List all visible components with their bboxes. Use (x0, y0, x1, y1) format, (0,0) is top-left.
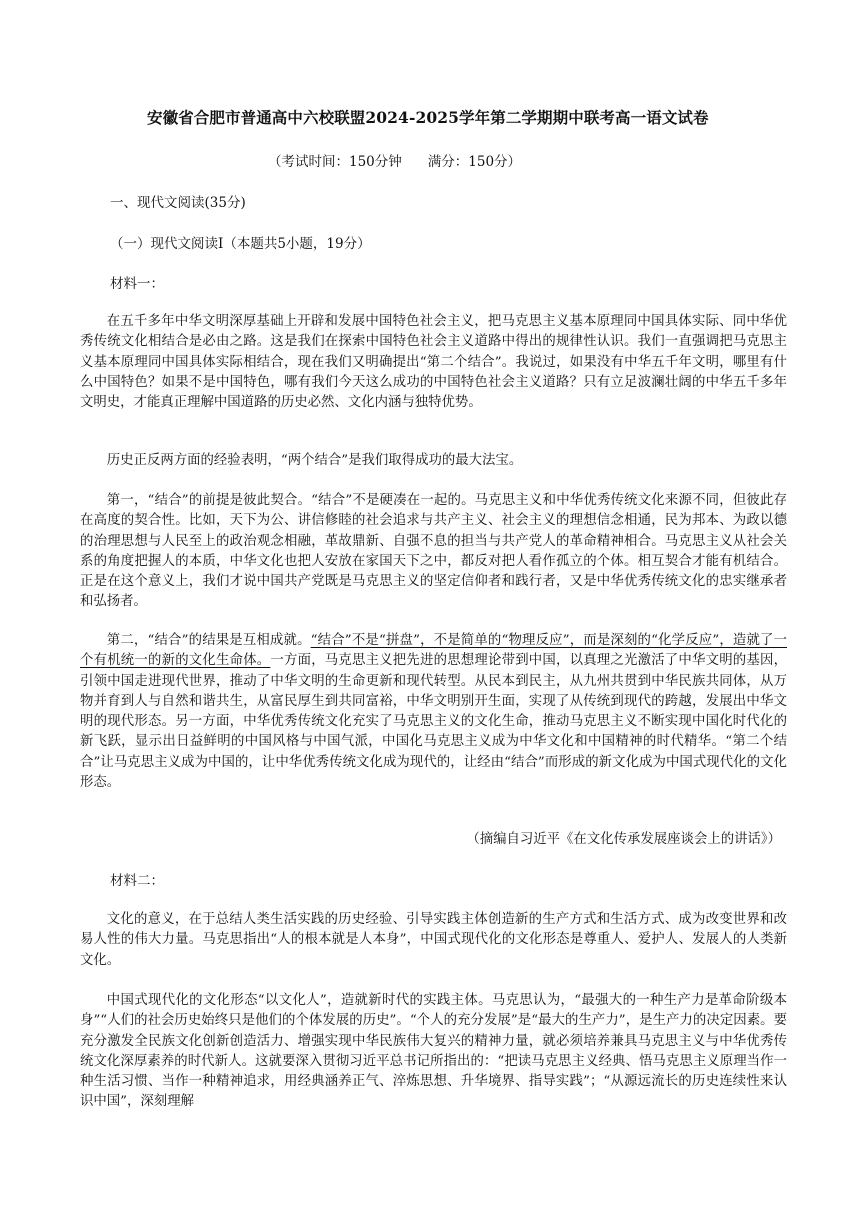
paragraph-4-rest: 一方面，马克思主义把先进的思想理论带到中国，以真理之光激活了中华文明的基因，引领中国走进现代世界，推动了中华文明的生命更新和现代转型。从民本到民主，从九州共贯到中华民族共同体，从万物并育到人与自然和谐共生，从富民厚生到共同富裕，中华文明别开生面，实现了从传统到现代的跨越，发展出中华文明的现代形态。另一方面，中华优秀传统文化充实了马克思主义的文化生命，推动马克思主义不断实现中国化时代化的新飞跃，显示出日益鲜明的中国风格与中国气派，中国化马克思主义成为中华文化和中国精神的时代精华。“第二个结合”让马克思主义成为中国的，让中华优秀传统文化成为现代的，让经由“结合”而形成的新文化成为中国式现代化的文化形态。 (80, 653, 788, 791)
material-1-paragraph-1: 在五千多年中华文明深厚基础上开辟和发展中国特色社会主义，把马克思主义基本原理同中国具体实际、同中华优秀传统文化相结合是必由之路。这是我们在探索中国特色社会主义道路中得出的规律性认识。我们一直强调把马克思主义基本原理同中国具体实际相结合，现在我们又明确提出“第二个结合”。我说过，如果没有中华五千年文明，哪里有什么中国特色？如果不是中国特色，哪有我们今天这么成功的中国特色社会主义道路？只有立足波澜壮阔的中华五千多年文明史，才能真正理解中国道路的历史必然、文化内涵与独特优势。 (80, 314, 787, 411)
exam-title: 安徽省合肥市普通高中六校联盟2024-2025学年第二学期期中联考高一语文试卷 (147, 108, 709, 127)
exam-meta (268, 150, 521, 170)
material-2-paragraph-2: 中国式现代化的文化形态“以文化人”，造就新时代的实践主体。马克思认为，“最强大的一种生产力是革命阶级本身”“人们的社会历史始终只是他们的个体发展的历史”。“个人的充分发展”是“最大的生产力”，是生产力的决定因素。要充分激发全民族文化创新创造活力、增强实现中华民族伟大复兴的精神力量，就必须培养兼具马克思主义与中华优秀传统文化深厚素养的时代新人。这就要深入贯彻习近平总书记所指出的：“把读马克思主义经典、悟马克思主义原理当作一种生活习惯、当作一种精神追求，用经典涵养正气、淬炼思想、升华境界、指导实践”；“从源远流长的历史连续性来认识中国”，深刻理解 (80, 993, 787, 1110)
material-2-paragraph-1: 文化的意义，在于总结人类生活实践的历史经验、引导实践主体创造新的生产方式和生活方式、成为改变世界和改易人性的伟大力量。马克思指出“人的根本就是人本身”，中国式现代化的文化形态是尊重人、爱护人、发展人的人类新文化。 (80, 912, 787, 968)
material-1-source: （摘编自习近平《在文化传承发展座谈会上的讲话》） (466, 832, 781, 847)
full-score: 满分：150分） (427, 154, 522, 170)
material-1-label: 材料一： (110, 276, 164, 292)
exam-time: （考试时间：150分钟 (268, 154, 402, 170)
material-1-paragraph-2: 历史正反两方面的经验表明，“两个结合”是我们取得成功的最大法宝。 (106, 453, 523, 468)
section-heading: 一、现代文阅读(35分) (110, 195, 246, 211)
material-1-paragraph-3: 第一，“结合”的前提是彼此契合。“结合”不是硬凑在一起的。马克思主义和中华优秀传统文化来源不同，但彼此存在高度的契合性。比如，天下为公、讲信修睦的社会追求与共产主义、社会主义的理想信念相通，民为邦本、为政以德的治理思想与人民至上的政治观念相融，革故鼎新、自强不息的担当与共产党人的革命精神相合。马克思主义从社会关系的角度把握人的本质，中华文化也把人安放在家国天下之中，都反对把人看作孤立的个体。相互契合才能有机结合。正是在这个意义上，我们才说中国共产党既是马克思主义的坚定信仰者和践行者，又是中华优秀传统文化的忠实继承者和弘扬者。 (80, 493, 787, 610)
subsection-heading: （一）现代文阅读Ⅰ（本题共5小题，19分） (110, 236, 371, 252)
underlined-sentence: “结合”不是“拼盘”，不是简单的“物理反应”，而是深刻的“化学反应”，造就了一个有机统一的新的文化生命体。 (80, 633, 787, 669)
material-2-label: 材料二： (110, 873, 164, 889)
material-1-paragraph-4 (80, 631, 787, 793)
paragraph-4-lead: 第二，“结合”的结果是互相成就。 (106, 633, 311, 648)
